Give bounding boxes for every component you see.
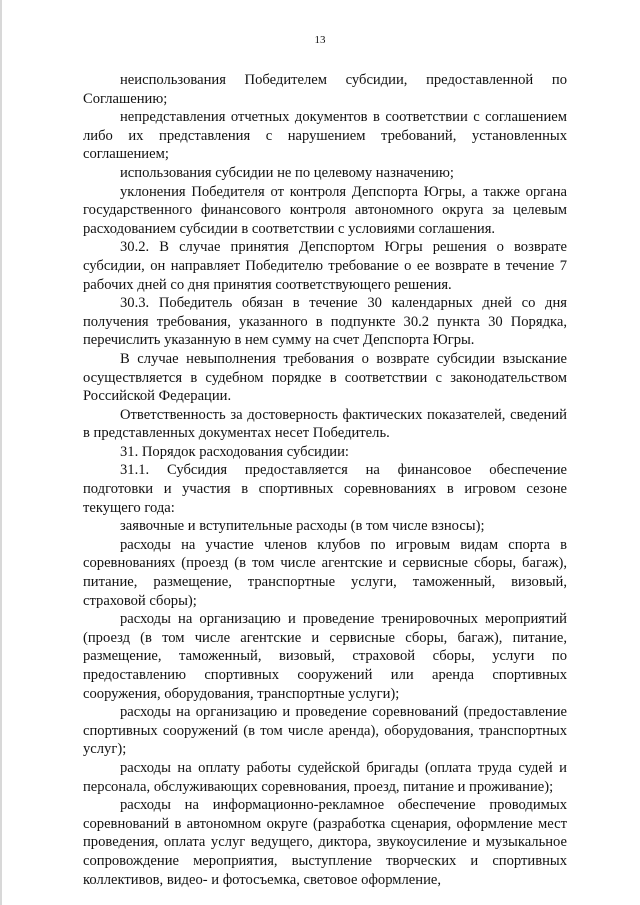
paragraph-7: В случае невыполнения требования о возврате субсидии взыскание осуществляется в судебном порядке в соответствии с законодательством Российской Федерации.	[83, 350, 567, 405]
paragraph-1: неиспользования Победителем субсидии, предоставленной по Соглашению;	[83, 72, 567, 107]
section-heading: 31. Порядок расходования субсидии:	[120, 443, 349, 460]
list-item-6: расходы на информационно-рекламное обеспечение проводимых соревнований в автономном округе (разработка сценария, оформление мест проведения, оплата услуг ведущего, диктора, звукоусиление и музыкальное сопровождение мероприятия, выступление творческих и спортивных коллективов, видео- и фотосъемка, световое оформление,	[83, 797, 567, 888]
document-body	[83, 71, 567, 889]
list-item-3: расходы на организацию и проведение тренировочных мероприятий (проезд (в том числе агентские и сервисные сборы, багаж), питание, размещение, таможенный, визовый, страховой сборы, услуги по предоставлению спортивных сооружений или аренда спортивных сооружения, оборудования, транспортные услуги);	[83, 611, 567, 702]
paragraph-4: уклонения Победителя от контроля Депспорта Югры, а также органа государственного финансового контроля автономного округа за целевым расходованием субсидии в соответствии с условиями соглашения.	[83, 183, 567, 237]
list-item-1: заявочные и вступительные расходы (в том числе взносы);	[120, 518, 485, 535]
scan-edge	[0, 0, 2, 905]
page-number: 13	[314, 34, 326, 46]
paragraph-2: непредставления отчетных документов в соответствии с соглашением либо их представления с нарушением требований, установленных соглашением;	[83, 109, 567, 163]
list-item-5: расходы на оплату работы судейской бригады (оплата труда судей и персонала, обслуживающих соревнования, проезд, питание и проживание);	[83, 759, 567, 795]
paragraph-3: использования субсидии не по целевому назначению;	[120, 164, 454, 181]
paragraph-6: 30.3. Победитель обязан в течение 30 календарных дней со дня получения требования, указанного в подпункте 30.2 пункта 30 Порядка, перечислить указанную в нем сумму на счет Депспорта Югры.	[83, 295, 567, 349]
list-item-2: расходы на участие членов клубов по игровым видам спорта в соревнованиях (проезд (в том числе агентские и сервисные сборы, багаж), питание, размещение, транспортные услуги, таможенный, визовый, страховой сборы);	[83, 536, 567, 609]
paragraph-10: 31.1. Субсидия предоставляется на финансовое обеспечение подготовки и участия в спортивных соревнованиях в игровом сезоне текущего года:	[83, 462, 567, 516]
paragraph-5: 30.2. В случае принятия Депспортом Югры решения о возврате субсидии, он направляет Победителю требование о ее возврате в течение 7 рабочих дней со дня принятия соответствующего решения.	[83, 239, 567, 293]
list-item-4: расходы на организацию и проведение соревнований (предоставление спортивных сооружений (в том числе аренда), оборудования, транспортных услуг);	[83, 704, 567, 758]
paragraph-8: Ответственность за достоверность фактических показателей, сведений в представленных документах несет Победитель.	[83, 406, 567, 442]
